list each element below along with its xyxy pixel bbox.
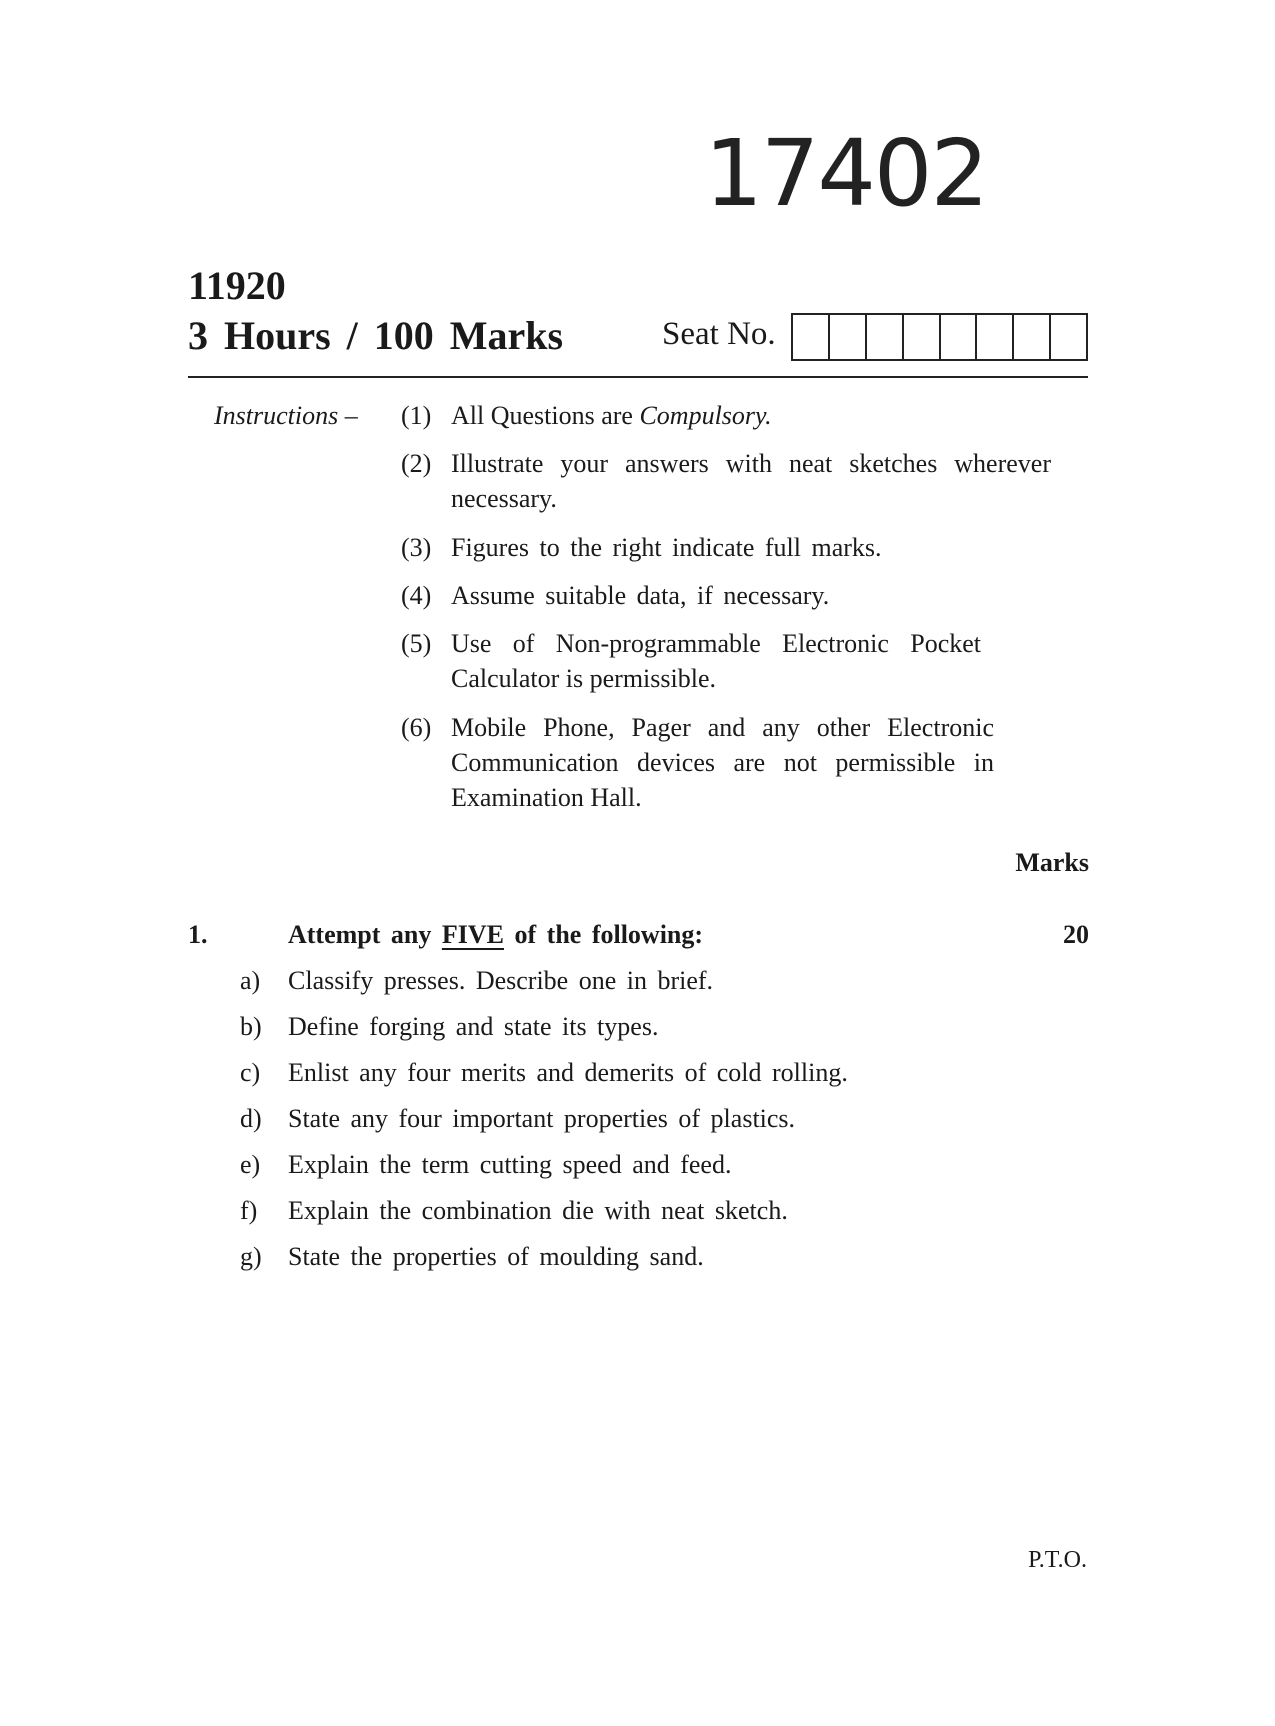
sub-question-text: Classify presses. Describe one in brief. xyxy=(288,966,714,995)
instruction-number: (5) xyxy=(401,629,432,658)
instruction-item xyxy=(401,446,1061,516)
question-number: 1. xyxy=(188,920,208,949)
seat-digit-box[interactable] xyxy=(1051,315,1086,359)
sub-question-label: f) xyxy=(240,1196,258,1225)
sub-question-text: Explain the combination die with neat sketch. xyxy=(288,1196,788,1225)
instruction-text: Illustrate your answers with neat sketches wherever necessary. xyxy=(451,449,1051,513)
sub-question-label: d) xyxy=(240,1104,262,1133)
instruction-item xyxy=(401,398,1061,433)
instruction-item xyxy=(401,578,1061,613)
seat-digit-box[interactable] xyxy=(1014,315,1051,359)
seat-number-label: Seat No. xyxy=(662,316,776,352)
sub-question-label: e) xyxy=(240,1150,261,1179)
seat-number-boxes[interactable] xyxy=(791,313,1088,361)
marks-column-header: Marks xyxy=(1015,848,1089,877)
sub-question-label: b) xyxy=(240,1012,262,1041)
sub-question-text: State the properties of moulding sand. xyxy=(288,1242,704,1271)
instruction-item xyxy=(401,710,1061,815)
instruction-item xyxy=(401,530,1061,565)
sub-question xyxy=(240,1152,731,1178)
instruction-text: Assume suitable data, if necessary. xyxy=(451,581,830,610)
instructions-label: Instructions – xyxy=(214,401,358,430)
instruction-number: (6) xyxy=(401,713,432,742)
sub-question xyxy=(240,1060,848,1086)
sub-question-text: Enlist any four merits and demerits of cold rolling. xyxy=(288,1058,848,1087)
question-heading-text: of the following: xyxy=(504,920,704,949)
question-heading-text: Attempt any xyxy=(288,920,442,949)
instruction-text: Mobile Phone, Pager and any other Electronic Communication devices are not permissible in Examination Hall. xyxy=(451,713,994,812)
exam-code: 11920 xyxy=(188,263,286,308)
seat-digit-box[interactable] xyxy=(793,315,830,359)
sub-question-label: a) xyxy=(240,966,261,995)
sub-question-label: c) xyxy=(240,1058,261,1087)
question-marks: 20 xyxy=(1063,920,1089,949)
instruction-text: All Questions are xyxy=(451,401,640,430)
sub-question xyxy=(240,1106,795,1132)
seat-digit-box[interactable] xyxy=(867,315,904,359)
duration-marks: 3 Hours / 100 Marks xyxy=(188,313,564,358)
seat-digit-box[interactable] xyxy=(904,315,941,359)
seat-digit-box[interactable] xyxy=(830,315,867,359)
paper-code: 17402 xyxy=(704,120,987,227)
sub-question xyxy=(240,968,713,994)
sub-question xyxy=(240,1014,658,1040)
instruction-number: (2) xyxy=(401,449,432,478)
sub-question-text: Explain the term cutting speed and feed. xyxy=(288,1150,732,1179)
instruction-item xyxy=(401,626,1061,696)
page-turn-indicator: P.T.O. xyxy=(1028,1547,1087,1573)
sub-question-text: Define forging and state its types. xyxy=(288,1012,659,1041)
instruction-text: Use of Non-programmable Electronic Pocket Calculator is permissible. xyxy=(451,629,981,693)
header-divider xyxy=(188,376,1088,378)
instruction-text: Figures to the right indicate full marks. xyxy=(451,533,882,562)
seat-digit-box[interactable] xyxy=(941,315,978,359)
instruction-text-emphasis: Compulsory. xyxy=(639,401,772,430)
question-heading-emphasis: FIVE xyxy=(441,920,504,949)
instruction-number: (4) xyxy=(401,581,432,610)
seat-digit-box[interactable] xyxy=(977,315,1014,359)
question-heading xyxy=(288,922,703,948)
sub-question xyxy=(240,1198,788,1224)
sub-question-text: State any four important properties of plastics. xyxy=(288,1104,796,1133)
sub-question xyxy=(240,1244,704,1270)
instruction-number: (1) xyxy=(401,401,432,430)
instruction-number: (3) xyxy=(401,533,432,562)
sub-question-label: g) xyxy=(240,1242,262,1271)
